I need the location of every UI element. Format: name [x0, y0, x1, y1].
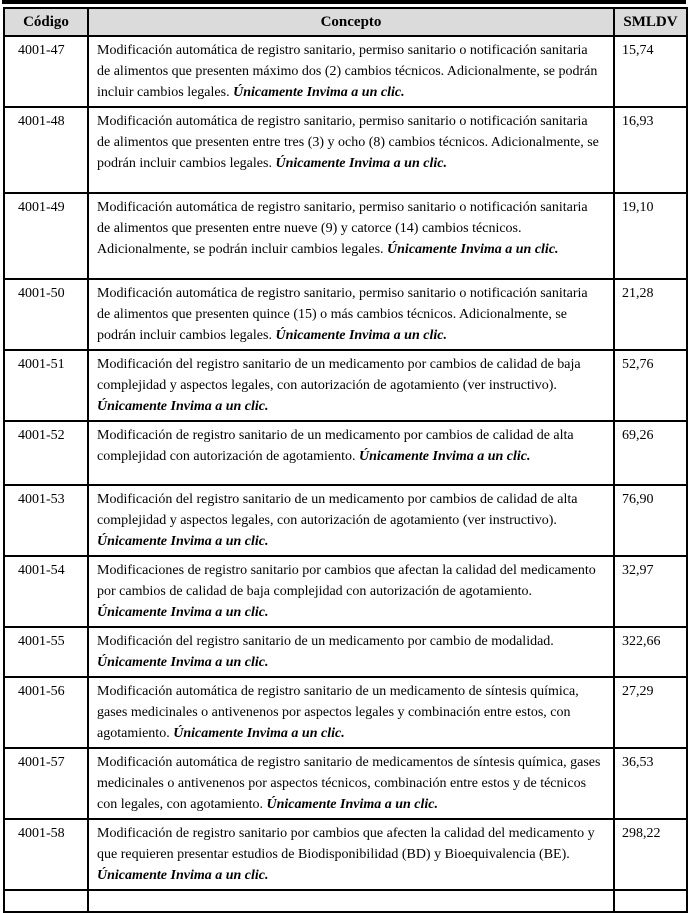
next-row-partial	[4, 890, 687, 912]
table-row	[4, 556, 687, 627]
smldv-cell	[614, 627, 687, 677]
concepto-cell	[88, 556, 614, 627]
concepto-cell	[88, 193, 614, 279]
codigo-value: 4001-57	[18, 755, 65, 770]
concepto-text: Modificación automática de registro sanitario de un medicamento de síntesis química, gases medicinales o antivenenos por aspectos legales y combinación entre estos, con agotamiento.	[97, 684, 579, 741]
codigo-value: 4001-50	[18, 286, 65, 301]
concepto-emphasis: Únicamente Invima a un clic.	[173, 726, 345, 741]
table-row	[4, 193, 687, 279]
concepto-text: Modificación automática de registro sanitario, permiso sanitario o notificación sanitaria de alimentos que presenten entre tres (3) y ocho (8) cambios técnicos. Adicionalmente, se podrán incluir cambios legales.	[97, 114, 599, 171]
concepto-text: Modificación del registro sanitario de un medicamento por cambios de calidad de alta complejidad y aspectos legales, con autorización de agotamiento (ver instructivo).	[97, 492, 578, 528]
table-row	[4, 107, 687, 193]
smldv-cell	[614, 193, 687, 279]
table-row	[4, 279, 687, 350]
codigo-value: 4001-56	[18, 684, 65, 699]
concepto-text: Modificación automática de registro sanitario, permiso sanitario o notificación sanitaria de alimentos que presenten máximo dos (2) cambios técnicos. Adicionalmente, se podrán incluir cambios legales.	[97, 43, 598, 100]
codigo-value: 4001-48	[18, 114, 65, 129]
concepto-cell	[88, 107, 614, 193]
smldv-cell	[614, 350, 687, 421]
codigo-value: 4001-54	[18, 563, 65, 578]
column-header-smldv: SMLDV	[614, 8, 687, 36]
concepto-cell	[88, 748, 614, 819]
table-row	[4, 350, 687, 421]
smldv-value: 21,28	[622, 286, 654, 301]
codigo-cell	[4, 193, 88, 279]
codigo-cell	[4, 279, 88, 350]
codigo-cell	[4, 748, 88, 819]
concepto-emphasis: Únicamente Invima a un clic.	[97, 655, 269, 670]
concepto-text: Modificación de registro sanitario por cambios que afecten la calidad del medicamento y que requieren presentar estudios de Biodisponibilidad (BD) y Bioequivalencia (BE).	[97, 826, 595, 862]
smldv-value: 19,10	[622, 200, 654, 215]
smldv-cell	[614, 748, 687, 819]
concepto-emphasis: Únicamente Invima a un clic.	[233, 85, 405, 100]
concepto-cell	[88, 485, 614, 556]
codigo-cell	[4, 677, 88, 748]
smldv-cell	[614, 279, 687, 350]
table-header-row	[4, 8, 687, 36]
concepto-emphasis: Únicamente Invima a un clic.	[97, 868, 269, 883]
table-row	[4, 36, 687, 107]
codigo-value: 4001-53	[18, 492, 65, 507]
concepto-cell	[88, 627, 614, 677]
concepto-text: Modificación automática de registro sanitario, permiso sanitario o notificación sanitaria de alimentos que presenten entre nueve (9) y catorce (14) cambios técnicos. Adicionalmente, se podrán incluir cambios legales.	[97, 200, 588, 257]
concepto-cell	[88, 421, 614, 485]
concepto-cell	[88, 350, 614, 421]
codigo-value: 4001-55	[18, 634, 65, 649]
table-row	[4, 421, 687, 485]
smldv-value: 15,74	[622, 43, 654, 58]
concepto-emphasis: Únicamente Invima a un clic.	[275, 156, 447, 171]
codigo-cell	[4, 627, 88, 677]
concepto-text: Modificación del registro sanitario de un medicamento por cambios de calidad de baja complejidad y aspectos legales, con autorización de agotamiento (ver instructivo).	[97, 357, 581, 393]
concepto-text: Modificación de registro sanitario de un medicamento por cambios de calidad de alta complejidad con autorización de agotamiento.	[97, 428, 574, 464]
concepto-text: Modificación del registro sanitario de un medicamento por cambio de modalidad.	[97, 634, 554, 649]
concepto-emphasis: Únicamente Invima a un clic.	[97, 605, 269, 620]
smldv-value: 69,26	[622, 428, 654, 443]
concepto-emphasis: Únicamente Invima a un clic.	[97, 534, 269, 549]
concepto-emphasis: Únicamente Invima a un clic.	[275, 328, 447, 343]
codigo-cell	[4, 350, 88, 421]
table-row	[4, 677, 687, 748]
codigo-value: 4001-47	[18, 43, 65, 58]
codigo-value: 4001-52	[18, 428, 65, 443]
smldv-cell	[614, 485, 687, 556]
smldv-cell	[614, 819, 687, 890]
codigo-value: 4001-58	[18, 826, 65, 841]
smldv-value: 16,93	[622, 114, 654, 129]
smldv-cell	[614, 421, 687, 485]
next-row-partial-cell	[614, 890, 687, 912]
smldv-value: 36,53	[622, 755, 654, 770]
tariff-table	[3, 7, 688, 913]
column-header-codigo: Código	[4, 8, 88, 36]
codigo-value: 4001-51	[18, 357, 65, 372]
smldv-cell	[614, 36, 687, 107]
codigo-cell	[4, 485, 88, 556]
concepto-cell	[88, 677, 614, 748]
concepto-text: Modificaciones de registro sanitario por cambios que afectan la calidad del medicamento por cambios de calidad de baja complejidad con autorización de agotamiento.	[97, 563, 596, 599]
concepto-emphasis: Únicamente Invima a un clic.	[359, 449, 531, 464]
table-row	[4, 485, 687, 556]
concepto-text: Modificación automática de registro sanitario, permiso sanitario o notificación sanitaria de alimentos que presenten quince (15) o más cambios técnicos. Adicionalmente, se podrán incluir cambios legales.	[97, 286, 588, 343]
next-row-partial-cell	[4, 890, 88, 912]
concepto-text: Modificación automática de registro sanitario de medicamentos de síntesis química, gases medicinales o antivenenos por aspectos técnicos, combinación entre estos y de técnicos con legales, con agotamiento.	[97, 755, 601, 812]
codigo-cell	[4, 36, 88, 107]
column-header-concepto: Concepto	[88, 8, 614, 36]
smldv-value: 27,29	[622, 684, 654, 699]
smldv-value: 32,97	[622, 563, 654, 578]
codigo-value: 4001-49	[18, 200, 65, 215]
codigo-cell	[4, 819, 88, 890]
concepto-emphasis: Únicamente Invima a un clic.	[97, 399, 269, 414]
table-row	[4, 819, 687, 890]
previous-row-border-sliver	[2, 0, 686, 4]
smldv-cell	[614, 556, 687, 627]
codigo-cell	[4, 421, 88, 485]
smldv-cell	[614, 107, 687, 193]
next-row-partial-cell	[88, 890, 614, 912]
smldv-value: 298,22	[622, 826, 661, 841]
concepto-cell	[88, 819, 614, 890]
table-row	[4, 627, 687, 677]
concepto-emphasis: Únicamente Invima a un clic.	[387, 242, 559, 257]
codigo-cell	[4, 107, 88, 193]
smldv-value: 52,76	[622, 357, 654, 372]
smldv-value: 322,66	[622, 634, 661, 649]
concepto-emphasis: Únicamente Invima a un clic.	[266, 797, 438, 812]
smldv-value: 76,90	[622, 492, 654, 507]
smldv-cell	[614, 677, 687, 748]
concepto-cell	[88, 36, 614, 107]
codigo-cell	[4, 556, 88, 627]
table-row	[4, 748, 687, 819]
concepto-cell	[88, 279, 614, 350]
